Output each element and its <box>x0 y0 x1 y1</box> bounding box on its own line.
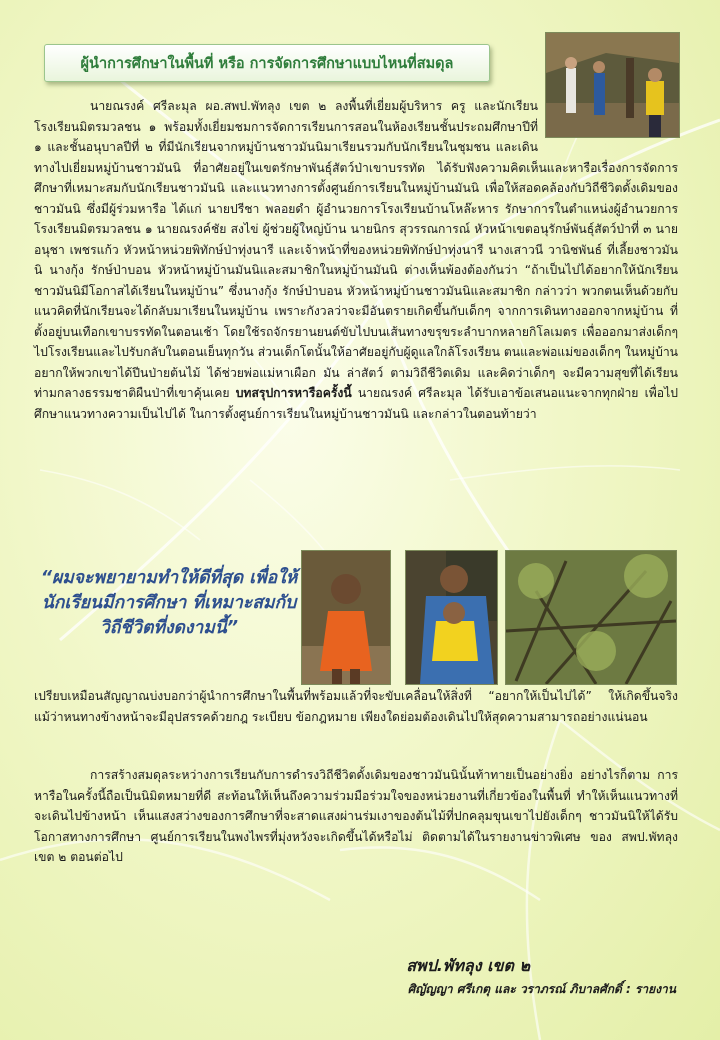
paragraph-meeting-report <box>34 96 678 424</box>
paragraph-meeting-text: นายณรงค์ ศรีละมุล ผอ.สพป.พัทลุง เขต ๒ ลงพื้นที่เยี่ยมผู้บริหาร ครู และนักเรียน โรงเรียนมิตรมวลชน ๑ พร้อมทั้งเยี่ยมชมการจัดการเรียนการสอนในห้องเรียนชั้นประถมศึกษาปีที่ ๑ และชั้นอนุบาลปีที่ ๒ ที่มีนักเรียนจากหมู่บ้านชาวมันนิมาเรียนรวมกับนักเรียนในชุมชน และเดินทางไปเยี่ยมหมู่บ้านชาวมันนิ ที่อาศัยอยู่ในเขตรักษาพันธุ์สัตว์ป่าเขาบรรทัด ได้รับฟังความคิดเห็นและหารือเรื่องการจัดการศึกษาที่เหมาะสมกับนักเรียนชาวมันนิ และแนวทางการตั้งศูนย์การเรียนในหมู่บ้านมันนิ เพื่อให้สอดคล้องกับวิถีชีวิตดั้งเดิมของชาวมันนิ ซึ่งมีผู้ร่วมหารือ ได้แก่ นายปรีชา พลอยดำ ผู้อำนวยการโรงเรียนบ้านโหล๊ะหาร รักษาการในตำแหน่งผู้อำนวยการโรงเรียนมิตรมวลชน ๑ นายณรงค์ชัย สงไข่ ผู้ช่วยผู้ใหญ่บ้าน นายนิกร สุวรรณการณ์ หัวหน้าเขตอนุรักษ์พันธุ์สัตว์ป่าที่ ๓ นายอนุชา เพชรแก้ว หัวหน้าหน่วยพิทักษ์ป่าทุ่งนารี และเจ้าหน้าที่ของหน่วยพิทักษ์ป่าทุ่งนารี นางเสาวนี วานิชพันธ์ ที่เลี้ยงชาวมันนิ นางกุ้ง รักษ์ป่าบอน หัวหน้าหมู่บ้านมันนิและสมาชิกในหมู่บ้านมันนิ ต่างเห็นพ้องต้องกันว่า “ถ้าเป็นไปได้อยากให้นักเรียนชาวมันนิมีโอกาสได้เรียนในหมู่บ้าน” ซึ่งนางกุ้ง รักษ์ป่าบอน หัวหน้าหมู่บ้านชาวมันนิและสมาชิก กล่าวว่า พวกตนเห็นด้วยกับแนวคิดที่นักเรียนจะได้กลับมาเรียนในหมู่บ้าน เพราะกังวลว่าจะมีอันตรายเกิดขึ้นกับเด็กๆ จากการเดินทางออกจากหมู่บ้าน ที่ตั้งอยู่บนเทือกเขาบรรทัดในตอนเช้า โดยใช้รถจักรยานยนต์ขับไปบนเส้นทางขรุขระลำบากหลายกิโลเมตร เพื่อออกมาส่งเด็กๆ ไปโรงเรียนและไปรับกลับในตอนเย็นทุกวัน ส่วนเด็กโตนั้นให้อาศัยอยู่กับผู้ดูแลใกล้โรงเรียน ตนและพ่อแม่ของเด็กๆ ในหมู่บ้าน อยากให้พวกเขาได้ปีนป่ายต้นไม้ ได้ช่วยพ่อแม่หาเผือก มัน ล่าสัตว์ ตามวิถีชีวิตเดิม และคิดว่าเด็กๆ จะมีความสุขที่ได้เรียนท่ามกลางธรรมชาติผืนป่าที่เขาคุ้นเคย <box>34 99 678 400</box>
photo-text-wrap-spacer <box>538 96 678 138</box>
photo-mother-and-child <box>405 550 498 685</box>
signature-authors: ศิญัญญา ศรีเกตุ และ วราภรณ์ ภิบาลศักดิ์ : รายงาน <box>407 982 676 996</box>
paragraph-balance-challenge: การสร้างสมดุลระหว่างการเรียนกับการดำรงวิถีชีวิตดั้งเดิมของชาวมันนินั้นท้าทายเป็นอย่างยิ่ง อย่างไรก็ตาม การหารือในครั้งนี้ถือเป็นนิมิตหมายที่ดี สะท้อนให้เห็นถึงความร่วมมือร่วมใจของหน่วยงานที่เกี่ยวข้องในพื้นที่ ทำให้เห็นแนวทางที่จะเดินไปข้างหน้า เห็นแสงสว่างของการศึกษาที่จะสาดแสงผ่านร่มเงาของต้นไม้ที่ปกคลุมขุนเขาไปยังเด็กๆ ชาวมันนิให้ได้รับโอกาสทางการศึกษา ศูนย์การเรียนในพงไพรที่มุ่งหวังจะเกิดขึ้นได้หรือไม่ ติดตามได้ในรายงานข่าวพิเศษ ของ สพป.พัทลุง เขต ๒ ตอนต่อไป <box>34 768 678 864</box>
paragraph-meeting-text-end: นายณรงค์ ศรีละมุล ได้รับเอาข้อเสนอแนะจากทุกฝ่าย เพื่อไปศึกษาแนวทางความเป็นไปได้ ในการตั้งศูนย์การเรียนในหมู่บ้านชาวมันนิ และกล่าวในตอนท้ายว่า <box>34 386 678 421</box>
photo-child-standing <box>301 550 391 685</box>
article-title: ผู้นำการศึกษาในพื้นที่ หรือ การจัดการศึกษาแบบไหนที่สมดุล <box>44 44 490 82</box>
paragraph-leadership-signal: เปรียบเหมือนสัญญาณบ่งบอกว่าผู้นำการศึกษาในพื้นที่พร้อมแล้วที่จะขับเคลื่อนให้สิ่งที่ “อยากให้เป็นไปได้” ให้เกิดขึ้นจริง แม้ว่าหนทางข้างหน้าจะมีอุปสรรคด้วยกฎ ระเบียบ ข้อกฎหมาย เพียงใดย่อมต้องเดินไปให้สุดความสามารถอย่างแน่นอน <box>34 689 678 724</box>
discussion-summary-label: บทสรุปการหารือครั้งนี้ <box>235 386 352 400</box>
photo-forest-clearing <box>505 550 677 685</box>
director-quote: “ผมจะพยายามทำให้ดีที่สุด เพื่อให้นักเรียนมีการศึกษา ที่เหมาะสมกับวิถีชีวิตที่งดงามนี้” <box>40 568 298 638</box>
signature-office: สพป.พัทลุง เขต ๒ <box>406 956 530 975</box>
